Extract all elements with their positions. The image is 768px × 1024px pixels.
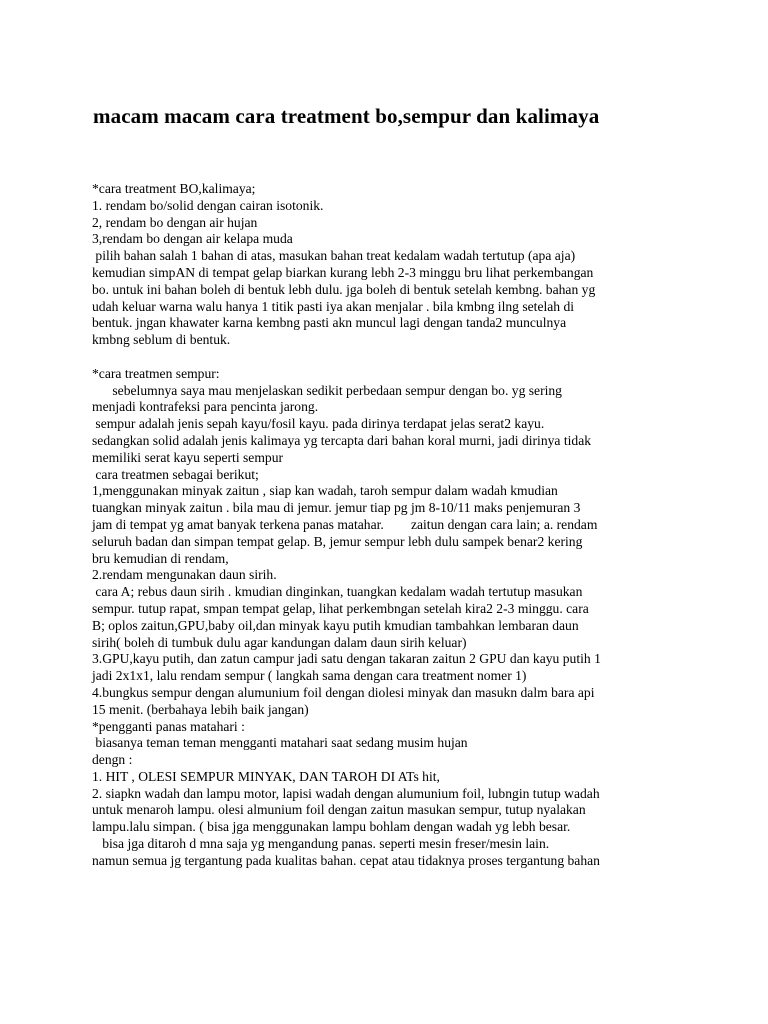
body-line: 4.bungkus sempur dengan alumunium foil dengan diolesi minyak dan masukn dalm bara api [92, 684, 595, 700]
body-line: kemudian simpAN di tempat gelap biarkan kurang lebh 2-3 minggu bru lihat perkembangan [92, 264, 594, 280]
body-line: cara A; rebus daun sirih . kmudian dinginkan, tuangkan kedalam wadah tertutup masukan [92, 584, 583, 600]
body-line: bo. untuk ini bahan boleh di bentuk lebh dulu. jga boleh di bentuk setelah kembng. bahan yg [92, 281, 596, 297]
body-line: sempur adalah jenis sepah kayu/fosil kayu. pada dirinya terdapat jelas serat2 kayu. [92, 416, 545, 432]
body-line: namun semua jg tergantung pada kualitas bahan. cepat atau tidaknya proses tergantung bahan [92, 852, 600, 868]
body-line: *cara treatmen sempur: [92, 365, 220, 381]
body-line: *cara treatment BO,kalimaya; [92, 181, 256, 196]
body-line: sempur. tutup rapat, smpan tempat gelap, lihat perkembngan setelah kira2 2-3 minggu. cara [92, 600, 589, 616]
body-line: pilih bahan salah 1 bahan di atas, masukan bahan treat kedalam wadah tertutup (apa aja) [92, 248, 576, 264]
body-line: cara treatmen sebagai berikut; [92, 466, 259, 482]
body-line: kmbng seblum di bentuk. [92, 332, 231, 348]
body-line: 2.rendam mengunakan daun sirih. [92, 567, 277, 583]
body-line: tuangkan minyak zaitun . bila mau di jemur. jemur tiap pg jm 8-10/11 maks penjemuran 3 [92, 500, 581, 516]
body-line: 1. rendam bo/solid dengan cairan isotonik. [92, 197, 324, 213]
body-line: 15 menit. (berbahaya lebih baik jangan) [92, 701, 309, 717]
body-line: B; oplos zaitun,GPU,baby oil,dan minyak kayu putih kmudian tambahkan lembaran daun [92, 617, 579, 633]
body-line: 2. siapkn wadah dan lampu motor, lapisi wadah dengan alumunium foil, lubngin tutup wadah [92, 785, 600, 801]
body-line: *pengganti panas matahari : [92, 718, 245, 734]
body-line: bentuk. jngan khawater karna kembng pasti akn muncul lagi dengan tanda2 munculnya [92, 315, 567, 331]
body-line: bru kemudian di rendam, [92, 550, 229, 566]
body-line: 3.GPU,kayu putih, dan zatun campur jadi satu dengan takaran zaitun 2 GPU dan kayu putih 1 [92, 651, 601, 667]
body-line: dengn : [92, 752, 133, 768]
body-line: lampu.lalu simpan. ( bisa jga menggunakan lampu bohlam dengan wadah yg lebh besar. [92, 819, 571, 835]
body-line: bisa jga ditaroh d mna saja yg mengandung panas. seperti mesin freser/mesin lain. [92, 836, 550, 852]
body-line: seluruh badan dan simpan tempat gelap. B, jemur sempur lebh dulu sampek benar2 kering [92, 533, 583, 549]
body-line: sirih( boleh di tumbuk dulu agar kandungan dalam daun sirih keluar) [92, 634, 467, 650]
document-body [92, 181, 692, 870]
body-line [92, 349, 692, 366]
body-line: menjadi kontrafeksi para pencinta jarong. [92, 399, 319, 415]
document-title: macam macam cara treatment bo,sempur dan kalimaya [93, 104, 600, 128]
body-line: 1,menggunakan minyak zaitun , siap kan wadah, taroh sempur dalam wadah kmudian [92, 483, 558, 499]
body-line: sedangkan solid adalah jenis kalimaya yg tercapta dari bahan koral murni, jadi dirinya tidak [92, 432, 592, 448]
body-line: memiliki serat kayu seperti sempur [92, 449, 284, 465]
body-line: sebelumnya saya mau menjelaskan sedikit perbedaan sempur dengan bo. yg sering [92, 382, 562, 398]
body-line: biasanya teman teman mengganti matahari saat sedang musim hujan [92, 735, 468, 751]
body-line: 3,rendam bo dengan air kelapa muda [92, 231, 293, 247]
body-line: 2, rendam bo dengan air hujan [92, 214, 258, 230]
body-line: 1. HIT , OLESI SEMPUR MINYAK, DAN TAROH DI ATs hit, [92, 768, 440, 784]
body-line: jam di tempat yg amat banyak terkena panas matahar. zaitun dengan cara lain; a. rendam [92, 516, 598, 532]
body-line: jadi 2x1x1, lalu rendam sempur ( langkah sama dengan cara treatment nomer 1) [92, 668, 527, 684]
body-line: untuk menaroh lampu. olesi almunium foil dengan zaitun masukan sempur, tutup nyalakan [92, 802, 586, 818]
body-line: udah keluar warna walu hanya 1 titik pasti iya akan menjalar . bila kmbng ilng setelah di [92, 298, 575, 314]
